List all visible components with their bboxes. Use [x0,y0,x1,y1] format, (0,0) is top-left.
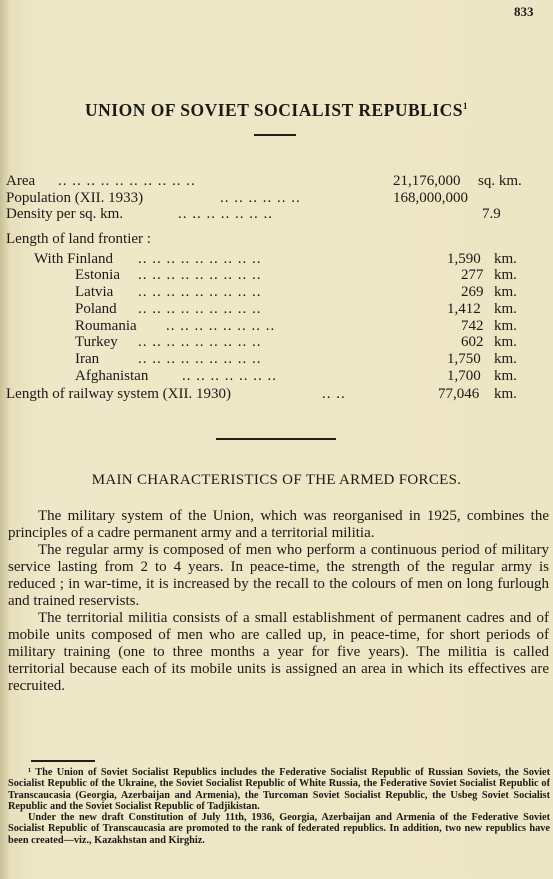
frontier-country: Turkey [75,334,118,351]
stat-value: 77,046 [438,386,480,403]
frontier-row [6,368,546,385]
frontier-unit: km. [494,267,517,284]
frontier-unit: km. [494,334,517,351]
stat-row-frontier-heading [6,231,546,248]
frontier-country: Afghanistan [75,367,149,384]
footnote: Under the new draft Constitution of July 11th, 1936, Georgia, Azerbaijan and Armenia of the Federative Soviet Socialist Republic of Transcaucasia are promoted to the rank of federated republics. In addition, two new republics have been created—viz., Kazakhstan and Kirghiz. [8,812,550,846]
frontier-length: 742 [461,317,484,334]
frontier-country: Estonia [75,267,120,284]
dot-leader: .. .. .. .. .. .. .. .. .. [138,300,262,317]
stat-label: Length of railway system (XII. 1930) [6,386,231,403]
frontier-row [6,251,546,268]
frontier-country: With Finland [34,250,113,267]
frontier-country: Roumania [75,317,137,334]
page-number: 833 [514,4,534,19]
footnote-divider [31,760,95,762]
stat-row-population [6,190,546,207]
title-divider [254,134,296,136]
frontier-unit: km. [494,284,517,301]
paragraph: The military system of the Union, which was reorganised in 1925, combines the principles of a cadre permanent army and a territorial militia. [8,508,549,541]
frontier-row [6,267,546,284]
frontier-length: 602 [461,334,484,351]
footnote: ¹ The Union of Soviet Socialist Republics includes the Federative Socialist Republic of Russian Soviets, the Soviet Socialist Republic of the Ukraine, the Soviet Socialist Republic of White Russia, the Federative Soviet Socialist Republic of Transcaucasia (Georgia, Azerbaijan and Armenia), the Turcoman Soviet Socialist Republic, the Usbeg Soviet Socialist Republic and the Soviet Socialist Republic of Tadjikistan. [8,767,550,812]
frontier-length: 1,750 [447,350,481,367]
frontier-unit: km. [494,300,517,317]
frontier-row [6,301,546,318]
frontier-length: 1,412 [447,300,481,317]
frontier-unit: km. [494,367,517,384]
frontier-country: Latvia [75,284,114,301]
frontier-unit: km. [494,250,517,267]
frontier-country: Poland [75,300,117,317]
dot-leader: .. .. .. .. .. .. .. .. .. [138,267,262,284]
dot-leader: .. .. .. .. .. .. .. .. [166,317,276,334]
section-divider [216,438,336,440]
stat-value: 168,000,000 [393,189,468,206]
paragraph: The territorial militia consists of a small establishment of permanent cadres and of mobile units composed of men who are called up, in peace-time, for short periods of military training (one to three months a year for five years). The militia is called territorial because each of its mobile units is assigned an area in which its effectives are recruited. [8,610,549,694]
title-footnote-marker: 1 [462,101,468,111]
dot-leader: .. .. .. .. .. .. .. .. .. [138,250,262,267]
frontier-country: Iran [75,350,100,367]
stat-unit: sq. km. [478,173,522,189]
stat-row-area [6,173,546,190]
frontier-row [6,351,546,368]
stat-label: Area [6,173,36,189]
dot-leader: .. .. .. .. .. .. .. .. .. [138,284,262,301]
stat-value: 21,176,000 [393,173,461,189]
stat-value: 7.9 [482,206,501,223]
body-text [8,508,549,695]
stat-row-railway [6,386,546,403]
dot-leader: .. .. .. .. .. .. .. .. .. .. [58,173,196,189]
frontier-unit: km. [494,317,517,334]
statistics-table [6,173,546,403]
dot-leader: .. .. .. .. .. .. .. [182,367,277,384]
frontier-unit: km. [494,350,517,367]
stat-label: Population (XII. 1933) [6,189,144,206]
frontier-row [6,334,546,351]
dot-leader: .. .. [322,386,346,403]
frontier-length: 1,700 [447,367,481,384]
frontier-heading: Length of land frontier : [6,231,151,248]
dot-leader: .. .. .. .. .. .. [220,189,301,206]
stat-unit: km. [494,386,517,403]
dot-leader: .. .. .. .. .. .. .. [178,206,273,223]
frontier-row [6,284,546,301]
title-text: UNION OF SOVIET SOCIALIST REPUBLICS [85,100,463,120]
frontier-row [6,318,546,335]
footnotes [8,767,550,846]
frontier-length: 269 [461,284,484,301]
page-title [0,100,553,121]
stat-row-density [6,206,546,223]
frontier-length: 1,590 [447,250,481,267]
dot-leader: .. .. .. .. .. .. .. .. .. [138,350,262,367]
paragraph: The regular army is composed of men who perform a continuous period of military service lasting from 2 to 4 years. In peace-time, the strength of the regular army is reduced ; in war-time, it is increased by the recall to the colours of men on long furlough and trained reservists. [8,542,549,609]
dot-leader: .. .. .. .. .. .. .. .. .. [138,334,262,351]
section-heading: MAIN CHARACTERISTICS OF THE ARMED FORCES. [91,472,462,488]
frontier-length: 277 [461,267,484,284]
stat-label: Density per sq. km. [6,206,124,223]
